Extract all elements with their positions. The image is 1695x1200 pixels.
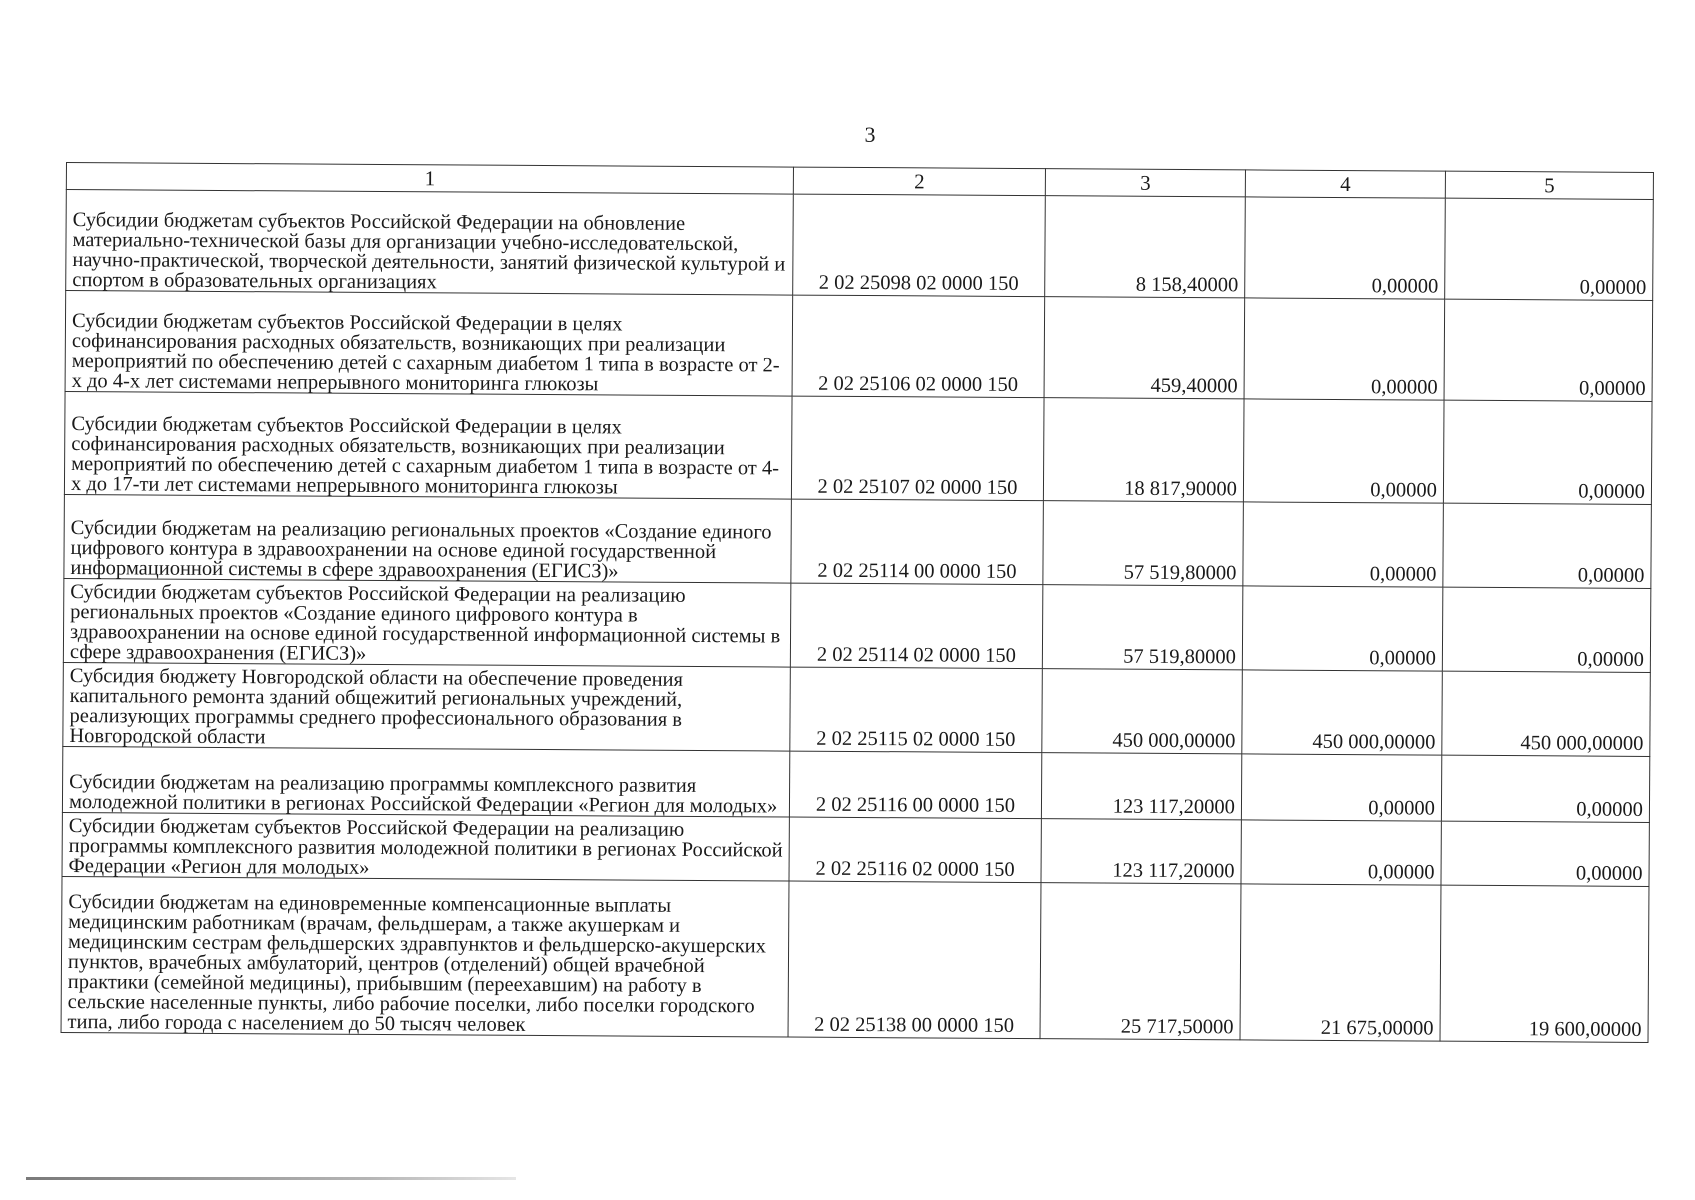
row-code: 2 02 25116 00 0000 150 [789, 751, 1041, 819]
row-value-col3: 8 158,40000 [1045, 196, 1246, 298]
row-value-col5: 19 600,00000 [1440, 885, 1649, 1042]
row-value-col3: 123 117,20000 [1041, 819, 1241, 884]
row-value-col3: 18 817,90000 [1043, 398, 1244, 502]
row-description: Субсидии бюджетам на единовременные компенсационные выплаты медицинским работникам (врачам, фельдшерам, а также акушеркам и медицинским сестрам фельдшерских здравпунктов и фельдшерско-акушерских пунктов, врачебных амбулаторий, центров (отделений) общей врачебной практики (семейной медицины), прибывшим (переехавшим) на работу в сельские населенные пункты, либо рабочие поселки, либо поселки городского типа, либо города с населением до 50 тысяч человек [61, 876, 789, 1037]
row-code: 2 02 25098 02 0000 150 [793, 194, 1046, 297]
table-row [64, 391, 1652, 504]
row-value-col4: 0,00000 [1241, 820, 1441, 885]
row-code: 2 02 25106 02 0000 150 [792, 295, 1045, 398]
row-description: Субсидии бюджетам на реализацию региональных проектов «Создание единого цифрового контура в здравоохранении на основе единой государственной информационной системы в сфере здравоохранения (ЕГИСЗ)» [64, 494, 792, 583]
row-description: Субсидии бюджетам субъектов Российской Федерации в целях софинансирования расходных обязательств, возникающих при реализации мероприятий по обеспечению детей с сахарным диабетом 1 типа в возрасте от 2-х до 4-х лет системами непрерывного мониторинга глюкозы [65, 291, 793, 397]
row-value-col4: 0,00000 [1243, 399, 1444, 503]
row-description: Субсидии бюджетам на реализацию программы комплексного развития молодежной политики в регионах Российской Федерации «Регион для молодых» [62, 746, 789, 817]
table-row [61, 876, 1649, 1042]
row-value-col3: 459,40000 [1044, 297, 1245, 399]
column-header-4: 4 [1245, 170, 1445, 198]
row-value-col5: 0,00000 [1445, 198, 1654, 300]
row-value-col5: 450 000,00000 [1442, 671, 1651, 756]
row-description: Субсидия бюджету Новгородской области на обеспечение проведения капитального ремонта зданий общежитий региональных учреждений, реализующих программы среднего профессионального образования в Новгородской области [63, 662, 791, 751]
budget-table [61, 162, 1654, 1043]
row-value-col5: 0,00000 [1441, 755, 1649, 822]
document-sheet [61, 162, 1653, 1043]
row-code: 2 02 25114 00 0000 150 [791, 499, 1044, 585]
page-number: 3 [864, 122, 876, 147]
table-row [62, 812, 1649, 886]
table-row [66, 190, 1654, 301]
row-code: 2 02 25114 02 0000 150 [790, 583, 1043, 669]
column-header-5: 5 [1445, 171, 1653, 199]
row-code: 2 02 25116 02 0000 150 [789, 817, 1041, 883]
row-code: 2 02 25115 02 0000 150 [790, 667, 1043, 753]
row-value-col3: 25 717,50000 [1040, 883, 1241, 1040]
row-value-col5: 0,00000 [1444, 299, 1653, 401]
row-value-col3: 123 117,20000 [1041, 753, 1241, 820]
row-description: Субсидии бюджетам субъектов Российской Федерации на реализацию программы комплексного развития молодежной политики в регионах Российской Федерации «Регион для молодых» [62, 812, 789, 881]
row-value-col5: 0,00000 [1442, 587, 1651, 672]
table-row [62, 746, 1649, 822]
row-value-col4: 0,00000 [1243, 502, 1444, 587]
column-header-3: 3 [1045, 169, 1245, 197]
table-row [64, 494, 1651, 588]
row-description: Субсидии бюджетам субъектов Российской Федерации на обновление материально-технической базы для организации учебно-исследовательской, научно-практической, творческой деятельности, занятий физической культурой и спортом в образовательных организациях [66, 190, 794, 296]
row-value-col4: 21 675,00000 [1240, 884, 1441, 1041]
row-value-col4: 450 000,00000 [1242, 670, 1443, 755]
row-value-col4: 0,00000 [1242, 586, 1443, 671]
row-value-col5: 0,00000 [1443, 400, 1652, 504]
row-value-col5: 0,00000 [1443, 503, 1652, 588]
row-description: Субсидии бюджетам субъектов Российской Федерации в целях софинансирования расходных обязательств, возникающих при реализации мероприятий по обеспечению детей с сахарным диабетом 1 типа в возрасте от 4-х до 17-ти лет системами непрерывного мониторинга глюкозы [64, 391, 792, 499]
row-value-col4: 0,00000 [1241, 754, 1441, 821]
column-header-1: 1 [66, 163, 793, 195]
table-row [63, 662, 1650, 756]
table-row [65, 291, 1653, 402]
row-value-col4: 0,00000 [1244, 298, 1445, 400]
row-code: 2 02 25107 02 0000 150 [791, 396, 1044, 501]
column-header-2: 2 [793, 167, 1045, 196]
row-value-col4: 0,00000 [1245, 197, 1446, 299]
row-description: Субсидии бюджетам субъектов Российской Федерации на реализацию региональных проектов «Создание единого цифрового контура в здравоохранении на основе единой государственной информационной системы в сфере здравоохранения (ЕГИСЗ)» [63, 578, 791, 667]
row-value-col3: 57 519,80000 [1043, 501, 1244, 586]
scan-edge-line [26, 1177, 516, 1180]
row-value-col3: 450 000,00000 [1042, 669, 1243, 754]
row-value-col3: 57 519,80000 [1042, 585, 1243, 670]
row-code: 2 02 25138 00 0000 150 [788, 881, 1041, 1039]
row-value-col5: 0,00000 [1441, 821, 1649, 886]
table-row [63, 578, 1650, 672]
